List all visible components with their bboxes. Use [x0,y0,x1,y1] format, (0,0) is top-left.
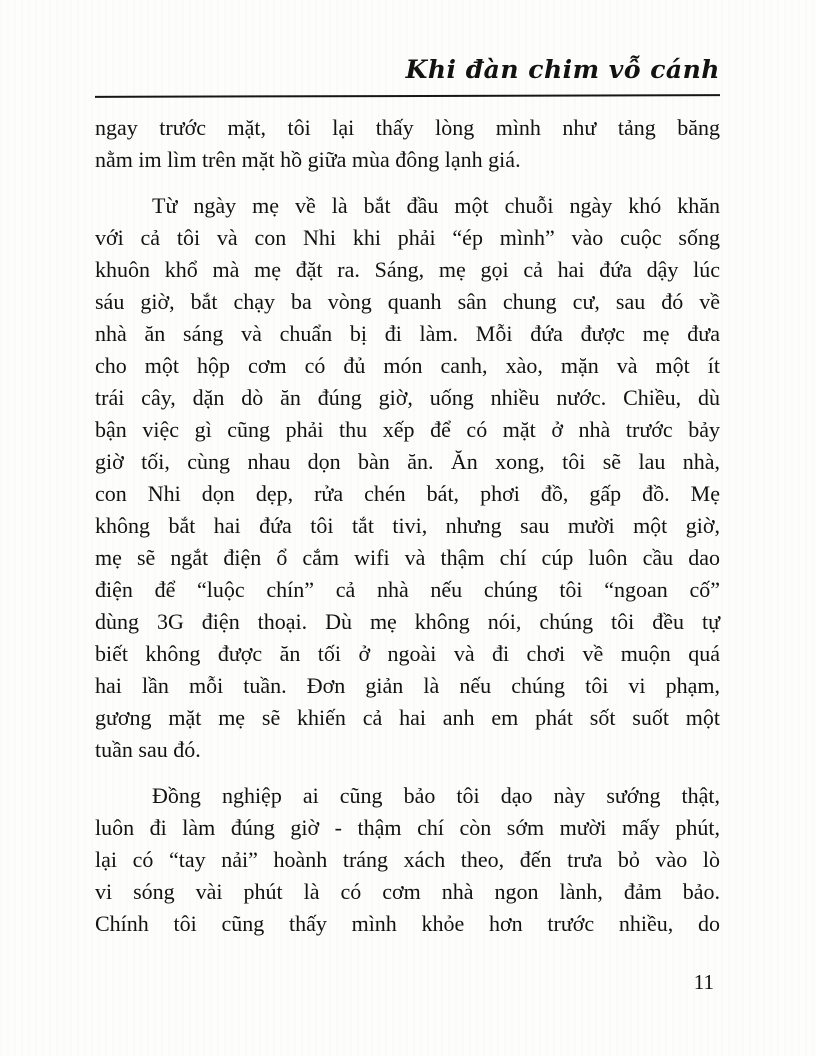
text-line: con Nhi dọn dẹp, rửa chén bát, phơi đồ, gấp đồ. Mẹ [95,481,720,506]
text-line: ngay trước mặt, tôi lại thấy lòng mình như tảng băng [95,115,720,140]
header-rule [95,94,720,98]
running-header [95,50,720,90]
text-line: gương mặt mẹ sẽ khiến cả hai anh em phát sốt suốt một [95,705,720,730]
text-line: vi sóng vài phút là có cơm nhà ngon lành, đảm bảo. [95,879,720,904]
text-line: khuôn khổ mà mẹ đặt ra. Sáng, mẹ gọi cả hai đứa dậy lúc [95,257,720,282]
text-line: trái cây, dặn dò ăn đúng giờ, uống nhiều nước. Chiều, dù [95,385,720,410]
paragraph [95,112,720,176]
running-header-title: Khi đàn chim vỗ cánh [405,55,720,84]
page-body [95,112,720,940]
text-line: giờ tối, cùng nhau dọn bàn ăn. Ăn xong, tôi sẽ lau nhà, [95,449,720,474]
text-line: biết không được ăn tối ở ngoài và đi chơi về muộn quá [95,641,720,666]
text-line: sáu giờ, bắt chạy ba vòng quanh sân chung cư, sau đó về [95,289,720,314]
text-line: tuần sau đó. [95,737,201,762]
text-line: cho một hộp cơm có đủ món canh, xào, mặn và một ít [95,353,720,378]
paragraph [95,780,720,940]
text-line: lại có “tay nải” hoành tráng xách theo, đến trưa bỏ vào lò [95,847,720,872]
text-line: dùng 3G điện thoại. Dù mẹ không nói, chúng tôi đều tự [95,609,720,634]
text-line: nhà ăn sáng và chuẩn bị đi làm. Mỗi đứa được mẹ đưa [95,321,720,346]
text-line: bận việc gì cũng phải thu xếp để có mặt ở nhà trước bảy [95,417,720,442]
text-line: mẹ sẽ ngắt điện ổ cắm wifi và thậm chí cúp luôn cầu dao [95,545,720,570]
text-line: nằm im lìm trên mặt hồ giữa mùa đông lạnh giá. [95,147,521,172]
text-line: không bắt hai đứa tôi tắt tivi, nhưng sau mười một giờ, [95,513,720,538]
paragraph [95,190,720,766]
text-line: hai lần mỗi tuần. Đơn giản là nếu chúng tôi vi phạm, [95,673,720,698]
text-line: Chính tôi cũng thấy mình khỏe hơn trước nhiều, do [95,911,720,936]
text-line: điện để “luộc chín” cả nhà nếu chúng tôi “ngoan cố” [95,577,720,602]
text-line: Từ ngày mẹ về là bắt đầu một chuỗi ngày khó khăn [152,193,720,218]
text-line: với cả tôi và con Nhi khi phải “ép mình” vào cuộc sống [95,225,720,250]
page-number: 11 [693,970,714,994]
text-line: luôn đi làm đúng giờ - thậm chí còn sớm mười mấy phút, [95,815,720,840]
text-line: Đồng nghiệp ai cũng bảo tôi dạo này sướng thật, [152,783,720,808]
